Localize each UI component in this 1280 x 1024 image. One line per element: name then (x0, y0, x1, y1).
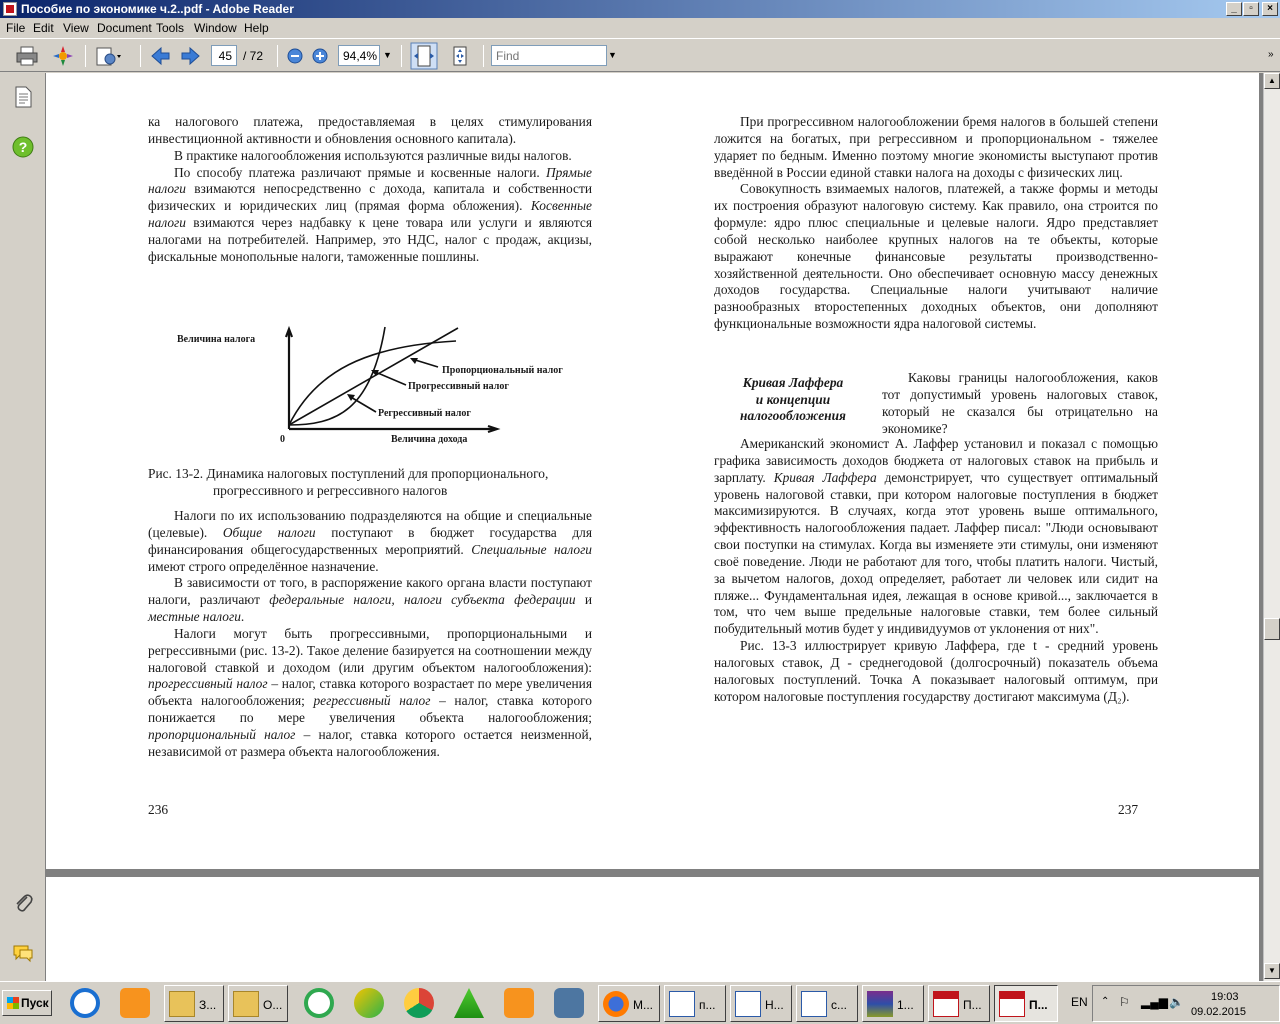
page-total: / 72 (243, 49, 264, 63)
toolbar-overflow-icon[interactable]: » (1268, 49, 1274, 60)
progressive-pointer (373, 371, 406, 385)
progressive-label: Прогрессивный налог (408, 381, 509, 392)
zoom-out-icon[interactable] (285, 44, 305, 68)
menu-view[interactable]: View (63, 21, 89, 35)
taskbar-task-active[interactable]: П... (994, 985, 1058, 1022)
right-page-number: 237 (1118, 802, 1139, 817)
fit-width-icon[interactable] (410, 42, 438, 70)
find-dropdown-icon[interactable]: ▼ (608, 50, 617, 60)
maximize-button[interactable]: ▫ (1243, 2, 1259, 16)
comments-icon[interactable] (11, 941, 35, 965)
pages-icon[interactable] (11, 85, 35, 109)
icq-icon[interactable] (304, 988, 334, 1018)
previous-page-icon[interactable] (148, 44, 172, 68)
menu-help[interactable]: Help (244, 21, 269, 35)
paragraph: В практике налогообложения используются различные виды налогов. (174, 147, 572, 163)
chart-y-label: Величина налога (177, 334, 256, 345)
attachments-icon[interactable] (11, 891, 35, 915)
left-page-number: 236 (148, 802, 169, 817)
left-column-top (148, 114, 592, 266)
word-icon (669, 991, 695, 1017)
start-button[interactable]: Пуск (2, 990, 52, 1016)
find-input[interactable] (491, 45, 607, 66)
scroll-thumb[interactable] (1264, 618, 1280, 640)
taskbar-task[interactable]: З... (164, 985, 224, 1022)
help-icon[interactable] (11, 135, 35, 159)
odnoklassniki-icon-2[interactable] (504, 988, 534, 1018)
paragraph: Американский экономист А. Лаффер установил и показал с помощью графика зависимость доходов бюджета от налоговых ставок на прибыль и зарплату. Кривая Лаффера демонстрирует, что существует оптимальный уровень налоговой ставки, при котором налоговые поступления в бюджет максимизируются. В случаях, когда этот уровень выше оптимального, эффективность налогообложения падает. Лаффер писал: "Люди основывают свои поступки на стимулах. Когда вы изменяете эти стимулы, они изменяют своё поведение. Люди не работают для того, чтобы платить налоги. Чистый, за вычетом налогов, доход определяет, работает ли человек или сидит на пляже... Фундаментальная идея, лежащая в основе кривой..., заключается в том, что чем выше предельные налоговые ставки, тем более сильный побудительный мотив будет у индивидуумов от уклонения от них". (714, 436, 1159, 637)
pdf-icon (933, 991, 959, 1017)
regressive-arrowhead (347, 394, 355, 401)
scroll-up-button[interactable]: ▲ (1264, 73, 1280, 89)
paragraph: Налоги могут быть прогрессивными, пропорциональными и регрессивными (рис. 13-2). Такое деление базируется на соотношении между налоговой ставкой и доходом (или другим объектом налогообложения): прогрессивный налог – налог, ставка которого возрастает по мере увеличения объекта налогообложения; регрессивный налог – налог, ставка которого понижается по мере увеличения объекта налогообложения; пропорциональный налог – налог, ставка которого остается неизменной, независимой от размера объекта налогообложения. (148, 625, 592, 759)
svg-text:?: ? (18, 139, 28, 155)
taskbar-task[interactable]: с... (796, 985, 858, 1022)
page-number-input[interactable]: 45 (211, 45, 237, 66)
menu-edit[interactable]: Edit (33, 21, 54, 35)
menu-bar (0, 18, 1280, 38)
zoom-dropdown-icon[interactable]: ▼ (383, 50, 392, 60)
paragraph: По способу платежа различают прямые и косвенные налоги. Прямые налоги взимаются непосредственно с дохода, капитала и собственности физических и юридических лиц (прямая форма обложения). Косвенные налоги взимаются через надбавку к цене товара или услуги и являются налогами на потребителей. Например, это НДС, налог с продаж, акцизы, фискальные монопольные налоги, таможенные пошлины. (148, 164, 592, 264)
paragraph: ка налогового платежа, предоставляемая в целях стимулирования инвестиционной активности и обновления основного капитала). (148, 114, 592, 146)
right-side-paragraph: Каковы границы налогообложения, каков тот допустимый уровень налоговых ставок, который не сказался бы отрицательно на экономике? (882, 370, 1158, 436)
clock-time[interactable]: 19:03 (1211, 991, 1239, 1003)
title-bar (0, 0, 1280, 18)
side-heading: Кривая Лаффера и концепции налогообложения (740, 375, 846, 423)
scroll-down-button[interactable]: ▼ (1264, 963, 1280, 979)
taskbar-task[interactable]: п... (664, 985, 726, 1022)
taskbar-task[interactable]: О... (228, 985, 288, 1022)
collaborate-icon[interactable] (50, 44, 76, 68)
next-page-icon[interactable] (179, 44, 203, 68)
proportional-label: Пропорциональный налог (442, 365, 563, 376)
vertical-scrollbar[interactable] (1263, 73, 1280, 981)
taskbar-task[interactable]: П... (928, 985, 990, 1022)
menu-tools[interactable]: Tools (156, 21, 185, 35)
taskbar-task[interactable]: М... (598, 985, 660, 1022)
minimize-button[interactable]: _ (1226, 2, 1242, 16)
paragraph: В зависимости от того, в распоряжение какого органа власти поступают налоги, различают федеральные налоги, налоги субъекта федерации и местные налоги. (148, 575, 592, 625)
language-indicator[interactable]: EN (1071, 995, 1088, 1009)
network-icon[interactable]: ▂▄▆ (1141, 995, 1168, 1009)
app-a-icon[interactable] (454, 988, 484, 1018)
progressive-tax-curve (289, 327, 385, 425)
menu-document[interactable]: Document (97, 21, 152, 35)
firefox-icon (603, 991, 629, 1017)
close-button[interactable]: × (1262, 2, 1278, 16)
toolbar (0, 38, 1280, 72)
volume-icon[interactable]: 🔈 (1169, 995, 1184, 1009)
flag-icon[interactable]: ⚐ (1119, 995, 1130, 1009)
right-column-bottom (714, 436, 1158, 706)
at-mail-icon[interactable] (70, 988, 100, 1018)
chrome-icon[interactable] (404, 988, 434, 1018)
folder-icon (169, 991, 195, 1017)
window-title: Пособие по экономике ч.2..pdf - Adobe Reader (21, 2, 294, 16)
browser-icon[interactable] (354, 988, 384, 1018)
page-setup-icon[interactable] (93, 44, 123, 68)
fit-page-icon[interactable] (448, 44, 472, 68)
clock-date[interactable]: 09.02.2015 (1191, 1006, 1247, 1018)
right-column-top (714, 114, 1158, 333)
figure-caption-line2: прогрессивного и регрессивного налогов (213, 483, 448, 498)
adobe-reader-icon (3, 2, 17, 16)
pdf-page-spread (46, 73, 1259, 869)
next-page-spread (46, 877, 1259, 987)
print-icon[interactable] (14, 44, 40, 68)
system-tray (1092, 985, 1280, 1022)
paragraph: Совокупность взимаемых налогов, платежей, а также формы и методы их построения образуют налоговую систему. Как правило, она строится по формуле: ядро плюс специальные и целевые налоги. Ядро представляет собой несколько наиболее крупных налогов на те объекты, которые выражают конечные финансовые результаты производственно-хозяйственной деятельности. Оно обеспечивает основную массу денежных доходов государства. Специальные налоги учитывают наличие разнообразных второстепенных доходных объектов, они дополняют функциональные возможности ядра налоговой системы. (714, 181, 1158, 332)
winrar-icon (867, 991, 893, 1017)
chart-origin-label: 0 (280, 434, 285, 445)
figure-caption-line1: Рис. 13-2. Динамика налоговых поступлений для пропорционального, (148, 466, 549, 481)
paragraph: Налоги по их использованию подразделяются на общие и специальные (целевые). Общие налоги поступают в бюджет государства для финансирования общегосударственных мероприятий. Специальные налоги имеют строго определённое назначение. (148, 508, 592, 574)
left-column-bottom (148, 508, 592, 761)
show-hidden-icons[interactable]: ⌃ (1101, 996, 1110, 1007)
vk-icon[interactable] (554, 988, 584, 1018)
taskbar-task[interactable]: Н... (730, 985, 792, 1022)
menu-file[interactable]: File (6, 21, 26, 35)
paragraph: При прогрессивном налогообложении бремя налогов в большей степени ложится на богатых, при регрессивном и пропорциональном - тяжелее ударяет по бедным. Именно поэтому многие экономисты выступают против введённой в России единой ставки налога на доходы с физических лиц. (714, 114, 1158, 180)
zoom-level-input[interactable]: 94,4% (338, 45, 380, 66)
folder-icon (233, 991, 259, 1017)
menu-window[interactable]: Window (194, 21, 237, 35)
odnoklassniki-icon[interactable] (120, 988, 150, 1018)
taskbar (0, 981, 1280, 1024)
word-icon (735, 991, 761, 1017)
tax-dynamics-chart (166, 321, 586, 447)
regressive-label: Регрессивный налог (378, 408, 471, 419)
paragraph: Рис. 13-3 иллюстрирует кривую Лаффера, где t - средний уровень налоговых ставок, Д - среднегодовой (долгосрочный) показатель объема налоговых поступлений. Точка А показывает налоговый оптимум, при котором налоговые поступления государству достигают максимума (Д₂). (714, 638, 1158, 704)
pdf-icon (999, 991, 1025, 1017)
word-icon (801, 991, 827, 1017)
navigation-pane (0, 73, 46, 981)
document-area (46, 73, 1263, 981)
chart-x-label: Величина дохода (391, 434, 468, 445)
zoom-in-icon[interactable] (310, 44, 330, 68)
taskbar-task[interactable]: 1... (862, 985, 924, 1022)
